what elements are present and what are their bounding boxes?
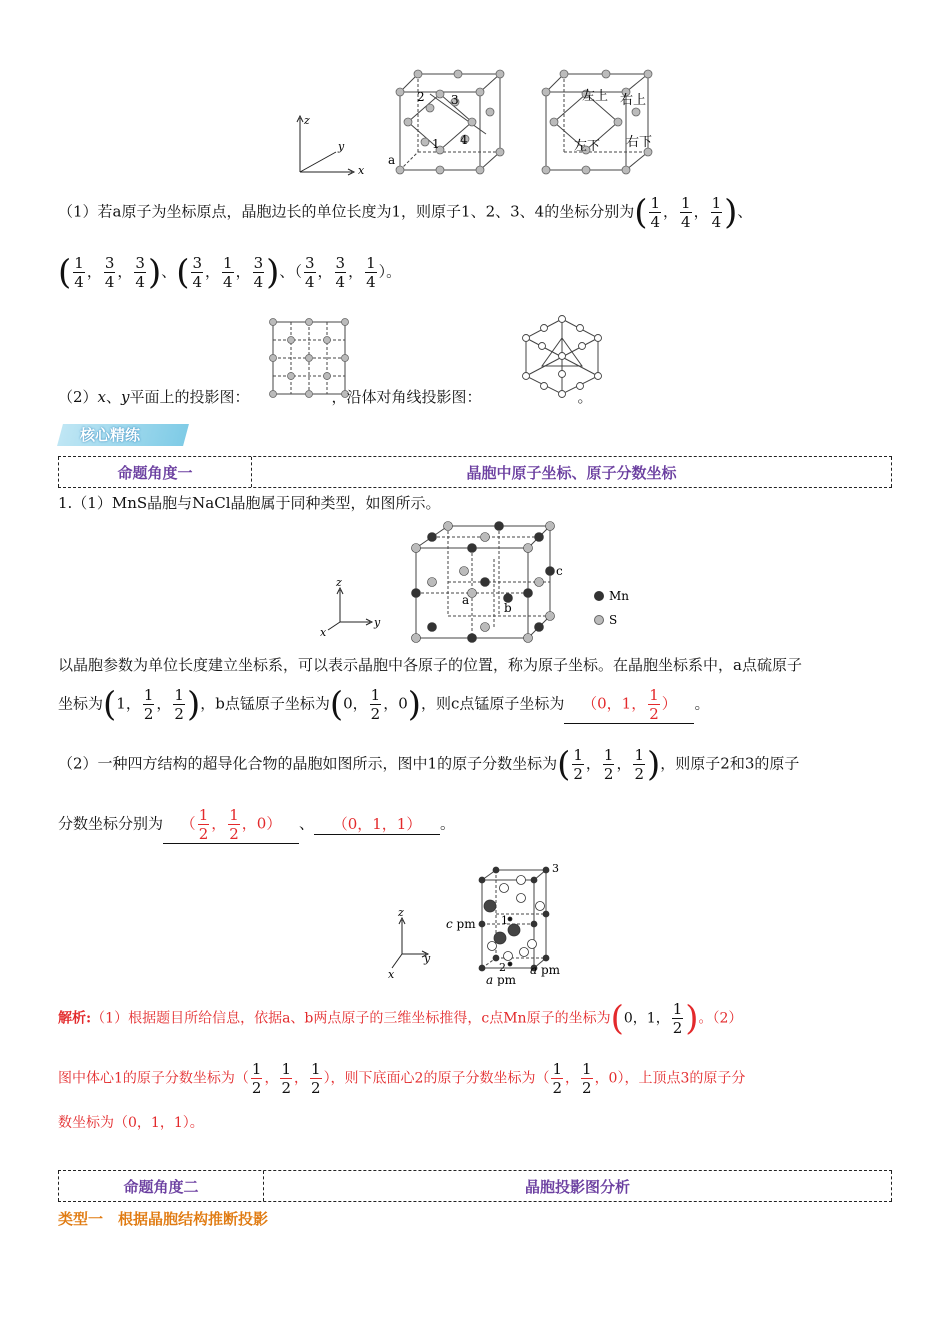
svg-text:x: x [388,968,395,981]
para-coords: 以晶胞参数为单位长度建立坐标系，可以表示晶胞中各原子的位置，称为原子坐标。在晶胞坐标系中，a点硫原子 [58,656,802,674]
topic-bar-2-right: 晶胞投影图分析 [264,1171,892,1201]
para-coords-2: 坐标为(1， $\frac{1}{2}$ ， $\frac{1}{2}$ )，b点锰原子坐标为(0， $\frac{1}{2}$ ，0)，则c点锰原子坐标为 （0，1， $\frac{1}{2}$ ） 。 [58,684,710,725]
svg-text:c: c [556,564,563,578]
svg-text:3: 3 [451,93,459,107]
para-superconductor: （2）一种四方结构的超导化合物的晶胞如图所示，图中1的原子分数坐标为( $\frac{1}{2}$ ， $\frac{1}{2}$ ， $\frac{1}{2}$ )，则原子2和3的原子 [58,744,800,785]
q1-line-2: ( $\frac{1}{4}$ ， $\frac{3}{4}$ ， $\frac{3}{4}$ )、( $\frac{3}{4}$ ， $\frac{1}{4}$ ， $\frac{3}{4}$ )、（ $\frac{3}{4}$ ， $\frac{3}{4}$ ， $\frac{1}{4}$ ）。 [58,252,402,293]
type-heading-1: 类型一 根据晶胞结构推断投影 [58,1210,269,1228]
axes-icon [392,918,428,968]
svg-text:S: S [609,613,618,627]
topic-bar-1 [58,456,892,488]
svg-text:y: y [338,140,345,153]
svg-text:y: y [374,616,381,629]
svg-text:c pm: c pm [446,917,476,931]
problem-1-text: 1.（1）MnS晶胞与NaCl晶胞属于同种类型，如图所示。 [58,494,441,512]
svg-text:2: 2 [417,90,425,104]
explanation-line-2: 图中体心1的原子分数坐标为（ $\frac{1}{2}$ ， $\frac{1}{2}$ ， $\frac{1}{2}$ ），则下底面心2的原子分数坐标为（ $\frac{1}{2}$ ， $\frac{1}{2}$ ，0），上顶点3的原子分 [58,1060,746,1097]
cube-left [400,74,500,170]
svg-text:左上: 左上 [582,89,609,104]
svg-text:a: a [388,153,396,167]
svg-text:z: z [398,906,404,919]
figure-mns-cell [318,518,648,644]
q2-line: （2）x、y平面上的投影图： ，沿体对角线投影图： 。 [58,388,593,406]
svg-text:a pm: a pm [530,963,561,977]
svg-text:右下: 右下 [626,135,653,150]
svg-text:Mn: Mn [609,589,630,603]
svg-text:1: 1 [501,914,508,927]
topic-bar-1-left: 命题角度一 [58,457,252,487]
svg-text:a pm: a pm [486,973,517,986]
topic-bar-1-right: 晶胞中原子坐标、原子分数坐标 [252,457,892,487]
svg-text:a: a [462,593,470,607]
svg-text:b: b [504,601,512,615]
q1-line-1: （1）若a原子为坐标原点，晶胞边长的单位长度为1，则原子1、2、3、4的坐标分别为( $\frac{1}{4}$ ， $\frac{1}{4}$ ， $\frac{1}{4}$ )、 [58,192,753,233]
svg-text:z: z [336,576,342,589]
answer-blank-2: （ $\frac{1}{2}$ ， $\frac{1}{2}$ ，0） [163,806,299,844]
svg-text:3: 3 [552,862,559,875]
section-badge: 核心精练 [57,424,189,446]
axes-icon [328,588,372,630]
answer-blank-3: （0，1，1） [314,813,440,835]
svg-text:4: 4 [460,133,468,147]
para-answers-2: 分数坐标分别为 （ $\frac{1}{2}$ ， $\frac{1}{2}$ ，0） 、 （0，1，1） 。 [58,806,456,843]
figure-crystal-cells [290,64,670,179]
figure-tetragonal-cell [384,858,584,986]
topic-bar-2-left: 命题角度二 [58,1171,264,1201]
svg-text:右上: 右上 [620,93,647,108]
svg-text:1: 1 [432,137,440,151]
svg-text:x: x [320,626,327,639]
svg-text:2: 2 [499,961,506,974]
explanation-line-1: 解析:（1）根据题目所给信息，依据a、b两点原子的三维坐标推得，c点Mn原子的坐标为(0，1， $\frac{1}{2}$ )。（2） [58,998,743,1039]
svg-text:左下: 左下 [574,139,601,154]
svg-text:x: x [358,164,365,177]
explanation-line-3: 数坐标为（0，1，1）。 [58,1115,204,1131]
svg-text:y: y [424,952,431,965]
topic-bar-2 [58,1170,892,1202]
svg-text:z: z [304,114,310,127]
answer-blank-1: （0，1， $\frac{1}{2}$ ） [564,686,694,724]
